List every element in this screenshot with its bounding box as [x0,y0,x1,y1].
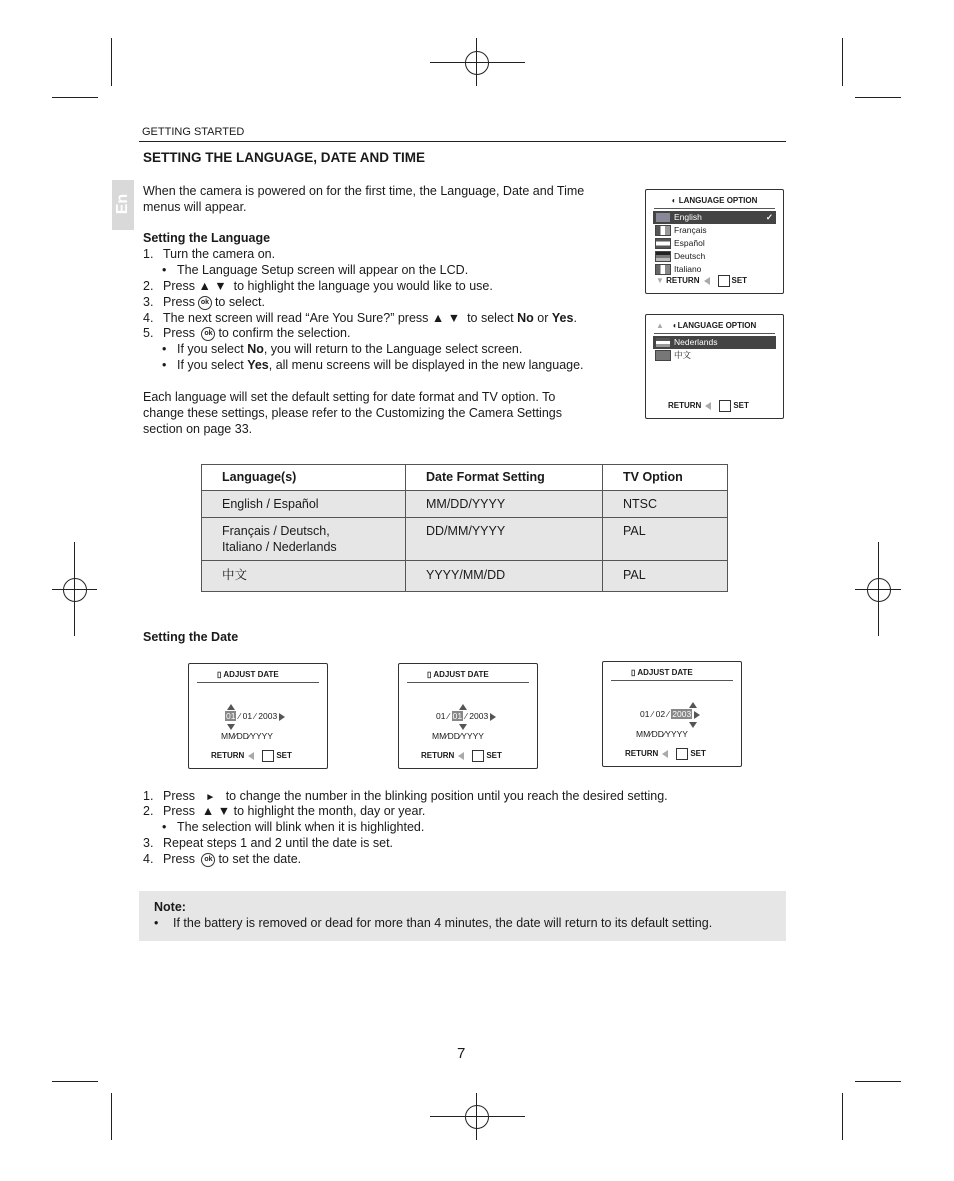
right-arrow-icon [490,713,496,721]
ok-button-icon: ok [201,327,215,341]
up-arrow-icon [227,704,235,710]
lcd-language-option-1 [645,189,784,294]
lcd-title: ▯ ADJUST DATE [611,666,733,681]
note-text: • If the battery is removed or dead for more than 4 minutes, the date will return to its default setting. [154,916,713,930]
set-button-icon [718,275,730,287]
table-header: Language(s) [202,465,406,491]
table-row [202,518,728,561]
page-title: SETTING THE LANGUAGE, DATE AND TIME [143,150,425,165]
up-down-arrows-icon: ▲ ▼ [431,311,461,325]
table-cell: PAL [603,518,728,561]
flag-france-icon [655,225,671,236]
table-header: Date Format Setting [406,465,603,491]
default-note-line-2: change these settings, please refer to the Customizing the Camera Settings [143,406,562,420]
flag-italy-icon [655,264,671,275]
date-step-2-bullet: • The selection will blink when it is highlighted. [162,820,425,834]
lcd-footer: RETURN SET [625,749,706,759]
date-format: MM∕DD∕YYYY [636,729,688,739]
left-arrow-icon [705,402,711,410]
right-arrow-icon [279,713,285,721]
calendar-icon: ▯ [427,670,432,679]
step-3: 3. Press ok to select. [143,295,265,309]
left-arrow-icon [704,277,710,285]
date-step-1: 1. Press ► to change the number in the blinking position until you reach the desired setting. [143,789,668,803]
left-arrow-icon [248,752,254,760]
language-settings-table [201,464,728,592]
table-cell: Français / Deutsch, Italiano / Nederlands [202,518,406,561]
lcd-item-nederlands: Nederlands [653,336,776,349]
lcd-adjust-date-1 [188,663,328,769]
left-arrow-icon [458,752,464,760]
date-value: 01 ∕ 01 ∕ 2003 [225,711,285,721]
lcd-footer: RETURN SET [668,401,749,411]
calendar-icon: ▯ [217,670,222,679]
lcd-adjust-date-2 [398,663,538,769]
step-5-bullet-yes: • If you select Yes, all menu screens will be displayed in the new language. [162,358,584,372]
lcd-item-italiano: Italiano [653,263,776,276]
date-value: 01 ∕ 02 ∕ 2003 [640,709,700,719]
lcd-item-francais: Français [653,224,776,237]
crop-mark [842,1093,843,1140]
note-title: Note: [154,900,186,914]
flag-netherlands-icon [655,337,671,348]
table-cell: DD/MM/YYYY [406,518,603,561]
date-value: 01 ∕ 01 ∕ 2003 [436,711,496,721]
header-rule [139,141,786,142]
right-arrow-icon: ► [205,792,216,803]
language-tab-label: En [114,193,131,215]
step-4: 4. The next screen will read “Are You Sure?” press ▲ ▼ to select No or Yes. [143,311,577,325]
table-row [202,561,728,592]
set-button-icon [719,400,731,412]
language-icon: ◐ [671,196,677,205]
intro-line-1: When the camera is powered on for the first time, the Language, Date and Time [143,184,585,198]
language-icon: ◐ [672,321,678,330]
down-arrow-icon: ▼ [656,276,664,286]
lcd-item-espanol: Español [653,237,776,250]
crop-mark [855,97,901,98]
table-cell: English / Español [202,491,406,518]
date-format: MM∕DD∕YYYY [221,731,273,741]
lcd-title: ▯ ADJUST DATE [407,668,529,683]
table-cell: PAL [603,561,728,592]
language-tab [112,180,134,230]
lcd-item-chinese: 中文 [653,349,776,362]
step-1: 1. Turn the camera on. [143,247,276,261]
crop-mark [842,38,843,86]
flag-uk-icon [655,212,671,223]
lcd-title: ◐ LANGUAGE OPTION [654,194,775,209]
date-step-3: 3. Repeat steps 1 and 2 until the date is set. [143,836,394,850]
flag-spain-icon [655,238,671,249]
step-5-bullet-no: • If you select No, you will return to the Language select screen. [162,342,523,356]
up-arrow-icon: ▲ [656,321,664,330]
set-button-icon [472,750,484,762]
date-step-2: 2. Press ▲ ▼ to highlight the month, day or year. [143,804,426,818]
lcd-footer: ▼ RETURN SET [656,276,748,286]
default-note-line-1: Each language will set the default setting for date format and TV option. To [143,390,556,404]
lcd-item-deutsch: Deutsch [653,250,776,263]
flag-germany-icon [655,251,671,262]
date-step-4: 4. Press ok to set the date. [143,852,302,866]
table-cell: NTSC [603,491,728,518]
table-header-row [202,465,728,491]
ok-button-icon: ok [201,853,215,867]
crop-mark [111,1093,112,1140]
set-button-icon [262,750,274,762]
step-1-bullet: • The Language Setup screen will appear on the LCD. [162,263,469,277]
table-header: TV Option [603,465,728,491]
lcd-title: ▲ ◐LANGUAGE OPTION [654,319,775,334]
up-arrow-icon [459,704,467,710]
lcd-footer: RETURN SET [211,751,292,761]
right-arrow-icon [694,711,700,719]
checkmark-icon: ✓ [765,212,773,222]
section-heading-date: Setting the Date [143,630,239,644]
page-number: 7 [457,1045,466,1062]
intro-line-2: menus will appear. [143,200,247,214]
lcd-footer: RETURN SET [421,751,502,761]
lcd-item-english: English ✓ [653,211,776,224]
table-cell: YYYY/MM/DD [406,561,603,592]
crop-mark [52,97,98,98]
section-heading-language: Setting the Language [143,231,271,245]
left-arrow-icon [662,750,668,758]
section-label: GETTING STARTED [142,126,245,138]
lcd-title: ▯ ADJUST DATE [197,668,319,683]
down-arrow-icon [227,724,235,730]
table-cell: 中文 [202,561,406,592]
default-note-line-3: section on page 33. [143,422,253,436]
crop-mark [52,1081,98,1082]
note-box [139,891,786,941]
down-arrow-icon [689,722,697,728]
calendar-icon: ▯ [631,668,636,677]
table-cell: MM/DD/YYYY [406,491,603,518]
up-down-arrows-icon: ▲ ▼ [201,804,231,818]
up-down-arrows-icon: ▲ ▼ [198,279,227,293]
ok-button-icon: ok [198,296,212,310]
lcd-adjust-date-3 [602,661,742,767]
set-button-icon [676,748,688,760]
crop-mark [855,1081,901,1082]
crop-mark [111,38,112,86]
table-row [202,491,728,518]
date-format: MM∕DD∕YYYY [432,731,484,741]
step-5: 5. Press ok to confirm the selection. [143,326,351,340]
flag-china-icon [655,350,671,361]
up-arrow-icon [689,702,697,708]
step-2: 2. Press ▲ ▼ to highlight the language you would like to use. [143,279,493,293]
lcd-language-option-2 [645,314,784,419]
down-arrow-icon [459,724,467,730]
